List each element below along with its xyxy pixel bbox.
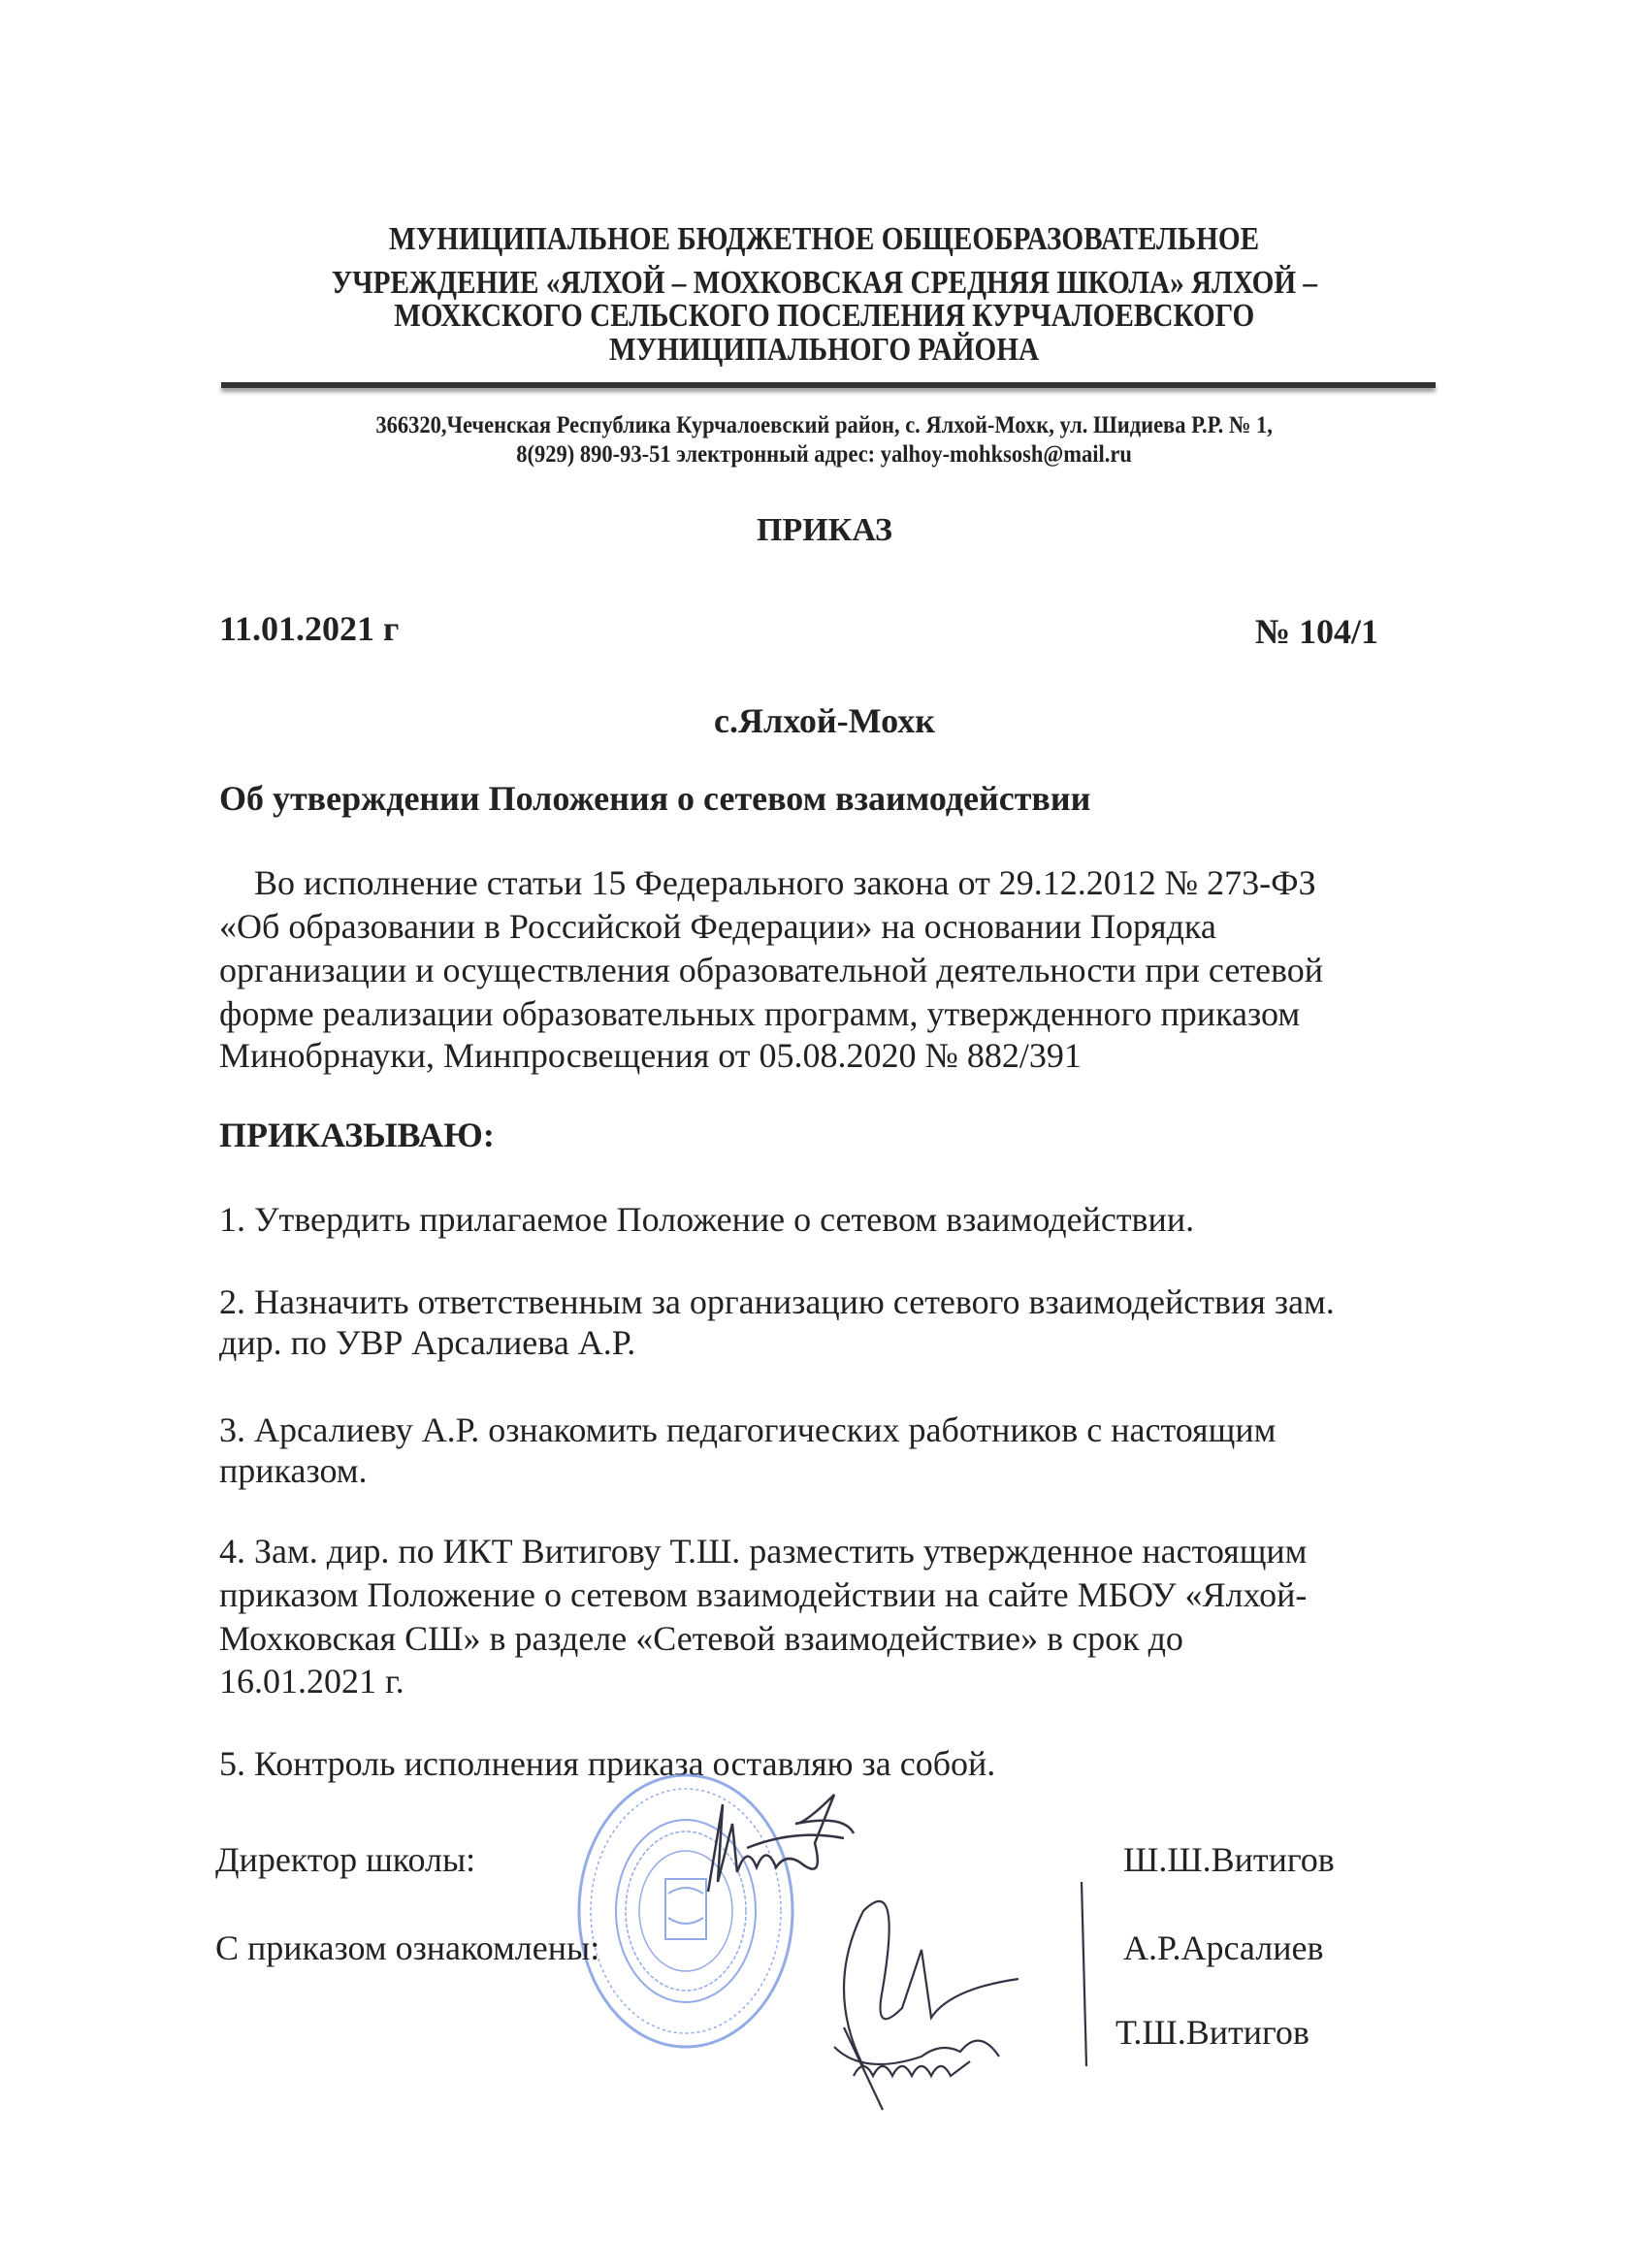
org-name-line-2: УЧРЕЖДЕНИЕ «ЯЛХОЙ – МОХКОВСКАЯ СРЕДНЯЯ ШКОЛА» ЯЛХОЙ – [331,265,1318,301]
acquainted-name: Т.Ш.Витигов [1116,2013,1310,2052]
order-item-3-cont: приказом. [219,1451,368,1490]
director-label: Директор школы: [215,1840,476,1879]
preamble-line: форме реализации образовательных программ, утвержденного приказом [219,994,1301,1033]
org-name-line-3: МОХКСКОГО СЕЛЬСКОГО ПОСЕЛЕНИЯ КУРЧАЛОЕВСКОГО [394,298,1255,334]
order-item-4: 4. Зам. дир. по ИКТ Витигову Т.Ш. разместить утвержденное настоящим [219,1532,1308,1571]
director-name: Ш.Ш.Витигов [1123,1840,1335,1879]
order-item-5: 5. Контроль исполнения приказа оставляю за собой. [219,1744,996,1783]
header-divider [221,382,1436,388]
preamble-line: «Об образовании в Российской Федерации» на основании Порядка [219,907,1216,946]
order-item-1: 1. Утвердить прилагаемое Положение о сетевом взаимодействии. [219,1200,1195,1239]
address-line-2: 8(929) 890-93-51 электронный адрес: yalhoy-mohksosh@mail.ru [516,441,1133,468]
doc-date: 11.01.2021 г [219,609,400,648]
doc-place: с.Ялхой-Мохк [714,701,935,740]
preamble-line: Во исполнение статьи 15 Федерального закона от 29.12.2012 № 273-ФЗ [254,863,1316,902]
order-item-3: 3. Арсалиеву А.Р. ознакомить педагогических работников с настоящим [219,1410,1277,1449]
order-item-2-cont: дир. по УВР Арсалиева А.Р. [219,1323,636,1362]
doc-number: № 104/1 [1254,612,1378,651]
acquainted-name: А.Р.Арсалиев [1123,1928,1324,1967]
preamble-line: Минобрнауки, Минпросвещения от 05.08.2020 № 882/391 [219,1036,1082,1075]
order-word: ПРИКАЗЫВАЮ: [219,1116,495,1154]
order-item-4-cont: 16.01.2021 г. [219,1662,404,1701]
doc-type: ПРИКАЗ [757,512,892,548]
address-line-1: 366320,Чеченская Республика Курчалоевский район, с. Ялхой-Мохк, ул. Шидиева Р.Р. № 1, [375,412,1274,438]
order-item-2: 2. Назначить ответственным за организацию сетевого взаимодействия зам. [219,1282,1335,1321]
order-item-4-cont: Мохковская СШ» в разделе «Сетевой взаимодействие» в срок до [219,1619,1183,1658]
preamble-line: организации и осуществления образовательной деятельности при сетевой [219,951,1324,989]
org-name-line-1: МУНИЦИПАЛЬНОЕ БЮДЖЕТНОЕ ОБЩЕОБРАЗОВАТЕЛЬНОЕ [389,221,1260,257]
doc-subject: Об утверждении Положения о сетевом взаимодействии [219,779,1091,818]
org-name-line-4: МУНИЦИПАЛЬНОГО РАЙОНА [609,332,1040,368]
order-item-4-cont: приказом Положение о сетевом взаимодействии на сайте МБОУ «Ялхой- [219,1575,1308,1614]
acquainted-label: С приказом ознакомлены: [215,1928,600,1967]
acquaintance-signatures [805,1872,1116,2115]
